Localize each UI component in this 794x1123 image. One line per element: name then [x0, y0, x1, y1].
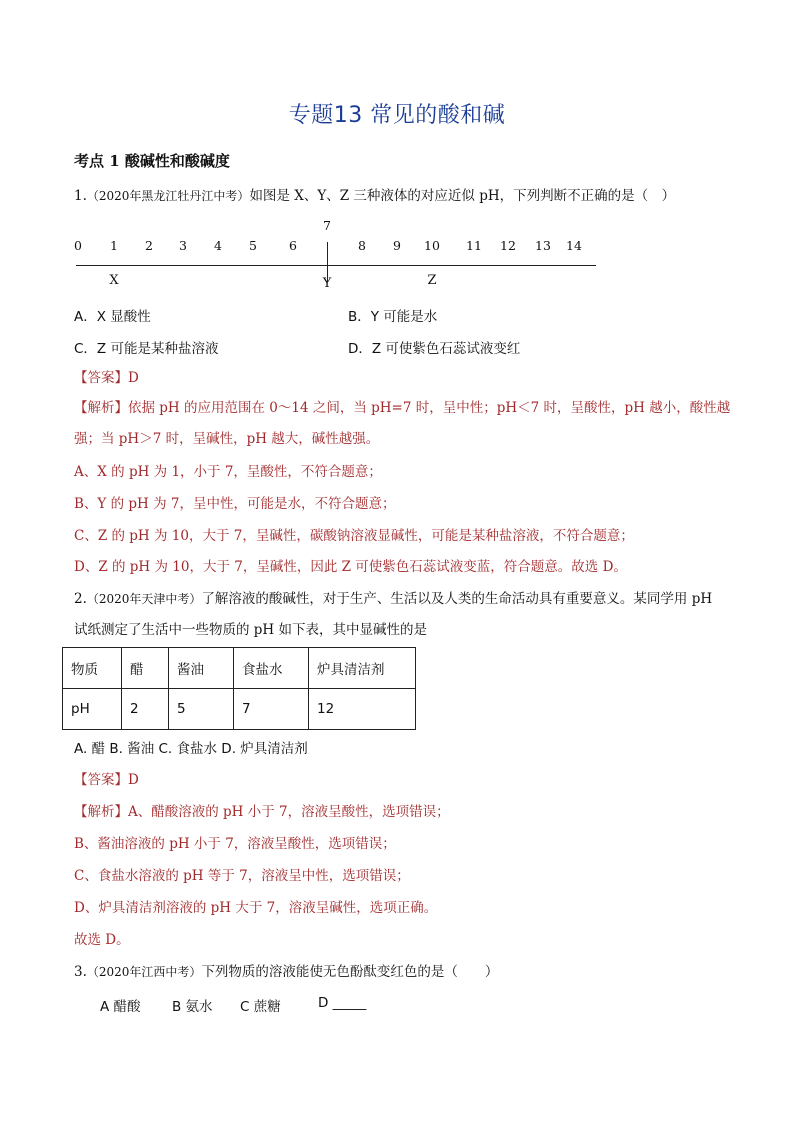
- question-number: 2.: [74, 591, 87, 607]
- table-row: [63, 689, 416, 730]
- question-text: 如图是 X、Y、Z 三种液体的对应近似 pH，下列判断不正确的是（ ）: [249, 188, 676, 204]
- q1-analysis-line-3: A、X 的 pH 为 1，小于 7，呈酸性，不符合题意；: [74, 464, 382, 480]
- table-cell: 酱油: [169, 648, 234, 689]
- question-number: 1.: [74, 188, 87, 204]
- q3-option-b: B 氨水: [172, 999, 213, 1015]
- tick-label: 6: [289, 238, 297, 253]
- question-2-stem-line-2: 试纸测定了生活中一些物质的 pH 如下表，其中显碱性的是: [74, 622, 427, 638]
- question-text: 了解溶液的酸碱性，对于生产、生活以及人类的生命活动具有重要意义。某同学用 pH: [201, 591, 713, 607]
- q1-option-d: D．Z 可使紫色石蕊试液变红: [348, 341, 521, 357]
- tick-label: 12: [500, 238, 516, 253]
- answer-tag: 【答案】: [74, 772, 128, 788]
- question-text: 下列物质的溶液能使无色酚酞变红色的是（ ）: [201, 964, 499, 980]
- q2-analysis-line-2: B、酱油溶液的 pH 小于 7，溶液呈酸性，选项错误；: [74, 836, 396, 852]
- tick-label: 4: [214, 238, 222, 253]
- answer-value: D: [128, 370, 139, 386]
- point-label-z: Z: [427, 273, 437, 288]
- tick-label: 13: [535, 238, 551, 253]
- q1-analysis-line-1: [74, 398, 730, 418]
- tick-label: 2: [145, 238, 153, 253]
- tick-label: 11: [466, 238, 482, 253]
- question-1-stem: [74, 186, 675, 206]
- q2-analysis-line-1: [74, 802, 450, 822]
- answer-tag: 【答案】: [74, 370, 128, 386]
- q1-analysis-line-5: C、Z 的 pH 为 10，大于 7，呈碱性，碳酸钠溶液显碱性，可能是某种盐溶液，不符合题意；: [74, 528, 634, 544]
- tick-label: 5: [249, 238, 257, 253]
- table-cell: 醋: [122, 648, 169, 689]
- answer-value: D: [128, 772, 139, 788]
- q2-answer: [74, 770, 139, 790]
- table-cell: 7: [234, 689, 309, 730]
- q1-option-b: B．Y 可能是水: [348, 309, 438, 325]
- q1-analysis-line-6: D、Z 的 pH 为 10，大于 7，呈碱性，因此 Z 可使紫色石蕊试液变蓝，符合题意。故选 D。: [74, 559, 627, 575]
- point-label-y: Y: [322, 276, 332, 291]
- tick-label: 9: [393, 238, 401, 253]
- tick-label: 1: [110, 238, 118, 253]
- q1-option-c: C．Z 可能是某种盐溶液: [74, 341, 219, 357]
- q1-analysis-line-4: B、Y 的 pH 为 7，呈中性，可能是水，不符合题意；: [74, 496, 396, 512]
- table-cell: pH: [63, 689, 122, 730]
- ph-number-line: [72, 212, 602, 292]
- q2-analysis-line-4: D、炉具清洁剂溶液的 pH 大于 7，溶液呈碱性，选项正确。: [74, 900, 438, 916]
- tick-label: 10: [424, 238, 440, 253]
- q3-option-c: C 蔗糖: [240, 999, 281, 1015]
- q1-option-a: A．X 显酸性: [74, 309, 151, 325]
- tick-label: 14: [566, 238, 582, 253]
- q2-analysis-line-3: C、食盐水溶液的 pH 等于 7，溶液呈中性，选项错误；: [74, 868, 410, 884]
- analysis-tag: 【解析】: [74, 400, 128, 416]
- table-cell: 5: [169, 689, 234, 730]
- q2-options: A. 醋 B. 酱油 C. 食盐水 D. 炉具清洁剂: [74, 741, 308, 757]
- number-line-axis: [76, 265, 596, 266]
- table-cell: 炉具清洁剂: [309, 648, 416, 689]
- table-cell: 2: [122, 689, 169, 730]
- question-3-stem: [74, 962, 498, 982]
- q3-option-d: D _____: [318, 995, 367, 1011]
- question-2-stem: [74, 589, 712, 609]
- analysis-tag: 【解析】: [74, 804, 128, 820]
- point-label-x: X: [109, 273, 119, 288]
- analysis-text: A、醋酸溶液的 pH 小于 7，溶液呈酸性，选项错误；: [128, 804, 450, 820]
- table-row: [63, 648, 416, 689]
- tick-label: 7: [323, 218, 331, 233]
- q1-analysis-line-2: 强；当 pH＞7 时，呈碱性，pH 越大，碱性越强。: [74, 431, 380, 447]
- analysis-text: 依据 pH 的应用范围在 0～14 之间，当 pH=7 时，呈中性；pH＜7 时，呈酸性，pH 越小，酸性越: [128, 400, 731, 416]
- question-source: （2020年黑龙江牡丹江中考）: [86, 189, 250, 203]
- question-number: 3.: [74, 964, 87, 980]
- page-title: 专题13 常见的酸和碱: [288, 103, 506, 128]
- question-source: （2020年天津中考）: [86, 592, 202, 606]
- section-heading: 考点 1 酸碱性和酸碱度: [74, 152, 230, 170]
- question-source: （2020年江西中考）: [86, 965, 202, 979]
- table-cell: 12: [309, 689, 416, 730]
- tick-label: 0: [74, 238, 82, 253]
- table-cell: 食盐水: [234, 648, 309, 689]
- q1-answer: [74, 368, 139, 388]
- q2-analysis-line-5: 故选 D。: [74, 932, 130, 948]
- ph-table: [62, 647, 416, 730]
- tick-label: 3: [179, 238, 187, 253]
- q3-option-a: A 醋酸: [100, 999, 141, 1015]
- table-cell: 物质: [63, 648, 122, 689]
- tick-label: 8: [358, 238, 366, 253]
